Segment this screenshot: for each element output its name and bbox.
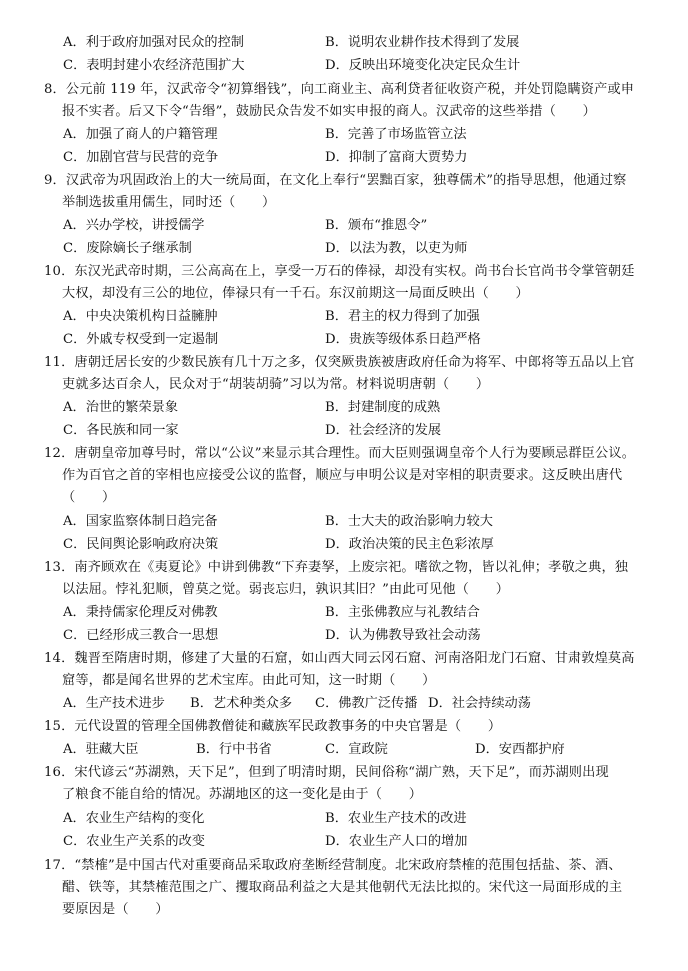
q7-option-d[interactable]: D．反映出环境变化决定民众生计: [325, 58, 521, 73]
q8-stem-line-1: 8．公元前 119 年，汉武帝令“初算缗钱”，向工商业主、高利贷者征收资产税，并处罚隐瞒资产或申: [44, 82, 635, 97]
q14-stem-line-1: 14．魏晋至隋唐时期，修建了大量的石窟，如山西大同云冈石窟、河南洛阳龙门石窟、甘肃敦煌莫高: [44, 651, 635, 666]
q12-option-d[interactable]: D．政治决策的民主色彩浓厚: [325, 537, 494, 552]
q13-stem-line-2: 以法屈。悖礼犯顺，曾莫之觉。弱丧忘归，孰识其旧？”由此可见他（ ）: [62, 582, 510, 597]
q17-stem-line-2: 醋、铁等，其禁榷范围之广、攫取商品利益之大是其他朝代无法比拟的。宋代这一局面形成的主: [62, 880, 623, 895]
q14-option-d[interactable]: D．社会持续动荡: [428, 696, 531, 711]
q14-option-b[interactable]: B．艺术种类众多: [190, 696, 293, 711]
q9-option-c[interactable]: C．废除嫡长子继承制: [63, 241, 192, 256]
q9-stem-line-2: 举制选拔重用儒生，同时还（ ）: [62, 195, 276, 210]
q9-stem-line-1: 9．汉武帝为巩固政治上的大一统局面，在文化上奉行“罢黜百家，独尊儒术”的指导思想，他通过察: [44, 173, 627, 188]
q15-option-c[interactable]: C．宣政院: [325, 742, 388, 757]
q13-option-d[interactable]: D．认为佛教导致社会动荡: [325, 628, 481, 643]
q16-option-c[interactable]: C．农业生产关系的改变: [63, 834, 205, 849]
q12-option-c[interactable]: C．民间舆论影响政府决策: [63, 537, 219, 552]
q16-stem-line-1: 16．宋代谚云“苏湖熟，天下足”，但到了明清时期，民间俗称“湖广熟，天下足”，而苏湖则出现: [44, 765, 609, 780]
q12-option-b[interactable]: B．士大夫的政治影响力较大: [325, 514, 493, 529]
q8-option-b[interactable]: B．完善了市场监管立法: [325, 127, 467, 142]
q16-stem-line-2: 了粮食不能自给的情况。苏湖地区的这一变化是由于（ ）: [62, 787, 423, 802]
q11-option-a[interactable]: A．治世的繁荣景象: [63, 400, 179, 415]
q11-option-b[interactable]: B．封建制度的成熟: [325, 400, 441, 415]
q11-stem-line-1: 11．唐朝迁居长安的少数民族有几十万之多，仅突厥贵族被唐政府任命为将军、中郎将等五品以上官: [44, 355, 635, 370]
q11-stem-line-2: 吏就多达百余人，民众对于“胡装胡骑”习以为常。材料说明唐朝（ ）: [62, 377, 490, 392]
q12-stem-line-1: 12．唐朝皇帝加尊号时，常以“公议”来显示其合理性。而大臣则强调皇帝个人行为要顾忌群臣公议。: [44, 446, 636, 461]
q14-stem-line-2: 窟等，都是闻名世界的艺术宝库。由此可知，这一时期（ ）: [62, 673, 436, 688]
q9-option-b[interactable]: B．颁布“推恩令”: [325, 218, 428, 233]
q10-option-c[interactable]: C．外戚专权受到一定遏制: [63, 332, 219, 347]
q16-option-b[interactable]: B．农业生产技术的改进: [325, 811, 467, 826]
q17-stem-line-3: 要原因是（ ）: [62, 902, 169, 917]
q15-option-b[interactable]: B．行中书省: [196, 742, 272, 757]
q7-option-a[interactable]: A．利于政府加强对民众的控制: [63, 35, 244, 50]
q13-option-c[interactable]: C．已经形成三教合一思想: [63, 628, 219, 643]
q13-option-b[interactable]: B．主张佛教应与礼教结合: [325, 605, 480, 620]
q15-stem-line-1: 15．元代设置的管理全国佛教僧徒和藏族军民政教事务的中央官署是（ ）: [44, 719, 502, 734]
q16-option-d[interactable]: D．农业生产人口的增加: [325, 834, 468, 849]
q11-option-d[interactable]: D．社会经济的发展: [325, 423, 442, 438]
q12-option-a[interactable]: A．国家监察体制日趋完备: [63, 514, 218, 529]
q8-option-c[interactable]: C．加剧官营与民营的竞争: [63, 150, 219, 165]
q13-stem-line-1: 13．南齐顾欢在《夷夏论》中讲到佛教“下弃妻孥，上废宗祀。嗜欲之物，皆以礼伸；孝敬之典，独: [44, 560, 629, 575]
q9-option-d[interactable]: D．以法为教，以吏为师: [325, 241, 468, 256]
q16-option-a[interactable]: A．农业生产结构的变化: [63, 811, 205, 826]
q10-stem-line-1: 10．东汉光武帝时期，三公高高在上，享受一万石的俸禄，却没有实权。尚书台长官尚书令掌管朝廷: [44, 264, 635, 279]
q14-option-c[interactable]: C．佛教广泛传播: [315, 696, 418, 711]
q13-option-a[interactable]: A．秉持儒家伦理反对佛教: [63, 605, 218, 620]
q10-option-d[interactable]: D．贵族等级体系日趋严格: [325, 332, 481, 347]
q11-option-c[interactable]: C．各民族和同一家: [63, 423, 179, 438]
q15-option-d[interactable]: D．安西都护府: [475, 742, 565, 757]
q10-stem-line-2: 大权，却没有三公的地位，俸禄只有一千石。东汉前期这一局面反映出（ ）: [62, 286, 529, 301]
q12-stem-line-2: 作为百官之首的宰相也应接受公议的监督，顺应与申明公议是对宰相的职责要求。这反映出唐代: [62, 468, 623, 483]
q8-option-d[interactable]: D．抑制了富商大贾势力: [325, 150, 468, 165]
q8-stem-line-2: 报不实者。后又下令“告缗”，鼓励民众告发不如实申报的商人。汉武帝的这些举措（ ）: [62, 104, 596, 119]
q9-option-a[interactable]: A．兴办学校，讲授儒学: [63, 218, 205, 233]
q8-option-a[interactable]: A．加强了商人的户籍管理: [63, 127, 218, 142]
q10-option-b[interactable]: B．君主的权力得到了加强: [325, 309, 480, 324]
q17-stem-line-1: 17．“禁榷”是中国古代对重要商品采取政府垄断经营制度。北宋政府禁榷的范围包括盐、茶、酒、: [44, 858, 622, 873]
q14-option-a[interactable]: A．生产技术进步: [63, 696, 165, 711]
q10-option-a[interactable]: A．中央决策机构日益臃肿: [63, 309, 218, 324]
q7-option-b[interactable]: B．说明农业耕作技术得到了发展: [325, 35, 520, 50]
q15-option-a[interactable]: A．驻藏大臣: [63, 742, 139, 757]
q7-option-c[interactable]: C．表明封建小农经济范围扩大: [63, 58, 245, 73]
q12-stem-line-3: （ ）: [62, 490, 116, 505]
